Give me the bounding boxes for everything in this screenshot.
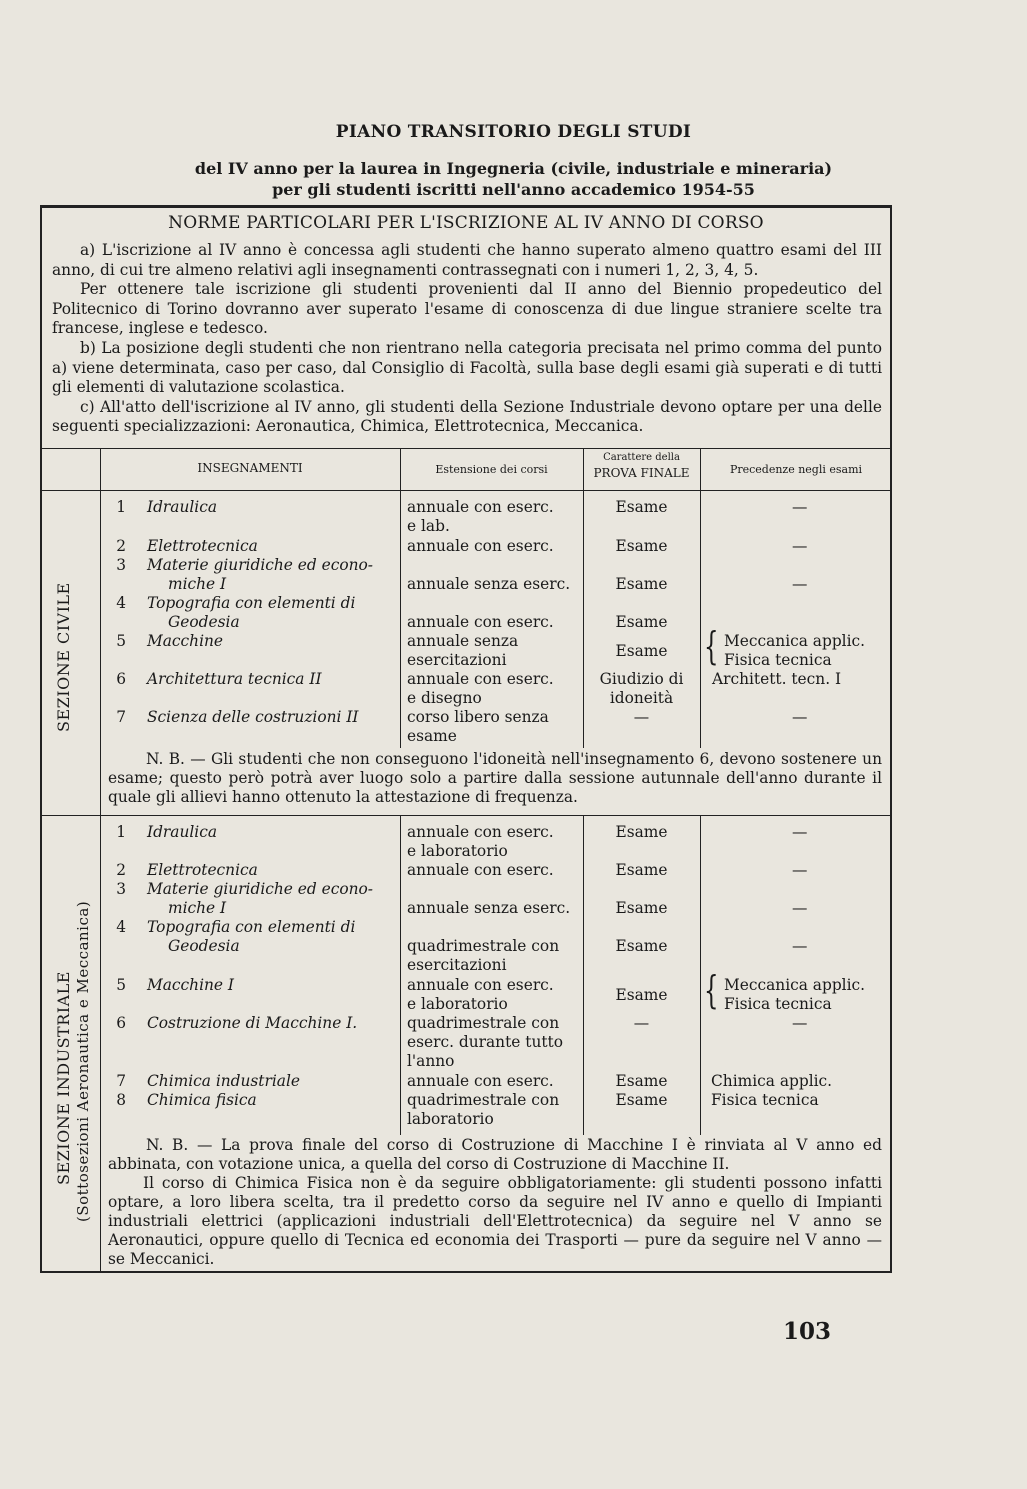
table-header-bottom-rule bbox=[40, 490, 892, 491]
precedence: Architett. tecn. I bbox=[712, 670, 842, 688]
course-extent: annuale senza bbox=[407, 632, 519, 650]
final-exam: Esame bbox=[615, 575, 668, 593]
course-extent-3: l'anno bbox=[407, 1052, 455, 1070]
course-extent-2: esame bbox=[407, 727, 457, 745]
table-header-top-rule bbox=[40, 448, 892, 449]
table-row-num: 4 bbox=[116, 594, 126, 612]
table-row-num: 3 bbox=[116, 880, 126, 898]
course-extent: corso libero senza bbox=[407, 708, 549, 726]
course-name-2: Geodesia bbox=[168, 937, 240, 955]
course-name: Costruzione di Macchine I. bbox=[147, 1014, 358, 1032]
course-name-2: miche I bbox=[168, 575, 227, 593]
course-name: Materie giuridiche ed econo- bbox=[147, 556, 374, 574]
table-row-num: 5 bbox=[116, 976, 126, 994]
table-row-num: 2 bbox=[116, 537, 126, 555]
precedence: Meccanica applic. bbox=[724, 632, 866, 650]
table-row-num: 6 bbox=[116, 670, 126, 688]
page-title: PIANO TRANSITORIO DEGLI STUDI bbox=[335, 122, 692, 142]
table-row-num: 3 bbox=[116, 556, 126, 574]
civile-note bbox=[108, 750, 882, 807]
course-name: Chimica fisica bbox=[147, 1091, 257, 1109]
side-label-sottosezioni: (Sottosezioni Aeronautica e Meccanica) bbox=[74, 900, 92, 1222]
table-row-num: 7 bbox=[116, 708, 126, 726]
final-exam: Giudizio di bbox=[599, 670, 684, 688]
column-rule-ext-ind bbox=[400, 815, 401, 1135]
side-label-industriale: SEZIONE INDUSTRIALE bbox=[54, 971, 73, 1185]
course-name: Idraulica bbox=[147, 498, 218, 516]
brace-icon: { bbox=[704, 624, 719, 668]
course-extent-2: eserc. durante tutto bbox=[407, 1033, 564, 1051]
course-name: Elettrotecnica bbox=[147, 861, 258, 879]
course-extent: quadrimestrale con bbox=[407, 1091, 560, 1109]
industriale-note-1: N. B. — La prova finale del corso di Costruzione di Macchine I è rinviata al V anno ed abbinata, con votazione unica, a quella del corso di Costruzione di Macchine II. bbox=[108, 1136, 882, 1173]
header-precedenze: Precedenze negli esami bbox=[729, 463, 863, 476]
course-extent: annuale con eserc. bbox=[407, 498, 554, 516]
header-carattere-2: PROVA FINALE bbox=[593, 466, 690, 480]
brace-icon: { bbox=[704, 968, 719, 1012]
precedence: — bbox=[792, 575, 808, 593]
course-extent-2: e laboratorio bbox=[407, 995, 508, 1013]
table-row-num: 7 bbox=[116, 1072, 126, 1090]
course-extent: annuale con eserc. bbox=[407, 537, 554, 555]
final-exam: Esame bbox=[615, 1091, 668, 1109]
table-row-num: 6 bbox=[116, 1014, 126, 1032]
course-name: Elettrotecnica bbox=[147, 537, 258, 555]
table-row-num: 2 bbox=[116, 861, 126, 879]
course-extent: quadrimestrale con bbox=[407, 1014, 560, 1032]
precedence: — bbox=[792, 537, 808, 555]
precedence: — bbox=[792, 1014, 808, 1032]
side-label-civile: SEZIONE CIVILE bbox=[54, 582, 73, 732]
table-row-num: 1 bbox=[116, 823, 126, 841]
course-extent-2: e lab. bbox=[407, 517, 450, 535]
final-exam: Esame bbox=[615, 937, 668, 955]
course-extent: annuale con eserc. bbox=[407, 861, 554, 879]
subtitle-line-2: per gli studenti iscritti nell'anno accademico 1954-55 bbox=[272, 180, 755, 199]
final-exam-2: idoneità bbox=[609, 689, 674, 707]
precedence: Fisica tecnica bbox=[711, 1091, 819, 1109]
course-name: Macchine bbox=[147, 632, 224, 650]
course-name: Chimica industriale bbox=[147, 1072, 300, 1090]
course-name: Topografia con elementi di bbox=[147, 918, 356, 936]
course-extent-2: e disegno bbox=[407, 689, 482, 707]
course-extent-2: e laboratorio bbox=[407, 842, 508, 860]
final-exam: Esame bbox=[615, 899, 668, 917]
column-rule-prec-civ bbox=[700, 448, 701, 748]
final-exam: Esame bbox=[615, 642, 668, 660]
header-insegnamenti: INSEGNAMENTI bbox=[197, 461, 303, 475]
course-extent-2: esercitazioni bbox=[407, 956, 507, 974]
course-extent: annuale senza eserc. bbox=[407, 575, 571, 593]
table-row-num: 4 bbox=[116, 918, 126, 936]
course-extent: annuale con eserc. bbox=[407, 1072, 554, 1090]
section-divider-rule bbox=[40, 815, 892, 816]
course-extent-2: esercitazioni bbox=[407, 651, 507, 669]
course-extent: annuale con eserc. bbox=[407, 823, 554, 841]
norme-heading: NORME PARTICOLARI PER L'ISCRIZIONE AL IV ANNO DI CORSO bbox=[168, 213, 764, 233]
norme-text bbox=[52, 241, 882, 437]
final-exam: — bbox=[633, 1014, 650, 1032]
column-rule-side bbox=[100, 448, 101, 1273]
precedence: — bbox=[792, 708, 808, 726]
norme-paragraph-b: b) La posizione degli studenti che non rientrano nella categoria precisata nel primo comma del punto a) viene determinata, caso per caso, dal Consiglio di Facoltà, sulla base degli esami già superati e di tutti gli elementi di valutazione scolastica. bbox=[52, 338, 882, 397]
industriale-note-2: Il corso di Chimica Fisica non è da seguire obbligatoriamente: gli studenti possono infatti optare, a loro libera scelta, tra il predetto corso da seguire nel IV anno e quello di Impianti industriali elettrici (applicazioni industriali dell'Elettrotecnica) da seguire nel V anno se Aeronautici, oppure quello di Tecnica ed economia dei Trasporti — pure da seguire nel V anno — se Meccanici. bbox=[108, 1174, 882, 1268]
course-name: Topografia con elementi di bbox=[147, 594, 356, 612]
course-extent: quadrimestrale con bbox=[407, 937, 560, 955]
page-number: 103 bbox=[783, 1318, 832, 1345]
final-exam: Esame bbox=[615, 986, 668, 1004]
course-name-2: miche I bbox=[168, 899, 227, 917]
final-exam: Esame bbox=[615, 537, 668, 555]
precedence: — bbox=[792, 899, 808, 917]
table-row-num: 5 bbox=[116, 632, 126, 650]
subtitle-line-1: del IV anno per la laurea in Ingegneria (civile, industriale e mineraria) bbox=[194, 159, 833, 178]
precedence: Meccanica applic. bbox=[724, 976, 866, 994]
header-estensione: Estensione dei corsi bbox=[435, 463, 548, 476]
table-row-num: 8 bbox=[116, 1091, 126, 1109]
precedence: — bbox=[792, 498, 808, 516]
course-extent: annuale senza eserc. bbox=[407, 899, 571, 917]
course-name-2: Geodesia bbox=[168, 613, 240, 631]
final-exam: Esame bbox=[615, 1072, 668, 1090]
precedence: — bbox=[792, 937, 808, 955]
norme-paragraph-2: Per ottenere tale iscrizione gli studenti provenienti dal II anno del Biennio propedeutico del Politecnico di Torino dovranno aver superato l'esame di conoscenza di due lingue straniere scelte tra francese, inglese e tedesco. bbox=[52, 280, 882, 338]
final-exam: Esame bbox=[615, 861, 668, 879]
course-name: Idraulica bbox=[147, 823, 218, 841]
column-rule-prec-ind bbox=[700, 815, 701, 1135]
precedence: Chimica applic. bbox=[711, 1072, 833, 1090]
precedence: — bbox=[792, 861, 808, 879]
course-extent-2: laboratorio bbox=[407, 1110, 494, 1128]
final-exam: Esame bbox=[615, 613, 668, 631]
column-rule-ext-civ bbox=[400, 448, 401, 748]
course-extent: annuale con eserc. bbox=[407, 613, 554, 631]
civile-note-text: N. B. — Gli studenti che non conseguono l'idoneità nell'insegnamento 6, devono sostenere un esame; questo però potrà aver luogo solo a partire dalla sessione autunnale dell'anno durante il quale gli allievi hanno ottenuto la attestazione di frequenza. bbox=[108, 750, 882, 806]
final-exam: Esame bbox=[615, 823, 668, 841]
norme-paragraph-c: c) All'atto dell'iscrizione al IV anno, gli studenti della Sezione Industriale devono optare per una delle seguenti specializzazioni: Aeronautica, Chimica, Elettrotecnica, Meccanica. bbox=[52, 397, 882, 436]
final-exam: — bbox=[633, 708, 650, 726]
header-carattere-1: Carattere della bbox=[603, 452, 680, 463]
course-extent: annuale con eserc. bbox=[407, 670, 554, 688]
industriale-note bbox=[108, 1136, 882, 1269]
course-name: Macchine I bbox=[147, 976, 235, 994]
table-row-num: 1 bbox=[116, 498, 126, 516]
course-extent: annuale con eserc. bbox=[407, 976, 554, 994]
course-name: Scienza delle costruzioni II bbox=[147, 708, 359, 726]
precedence-2: Fisica tecnica bbox=[724, 995, 832, 1013]
course-name: Materie giuridiche ed econo- bbox=[147, 880, 374, 898]
course-name: Architettura tecnica II bbox=[147, 670, 322, 688]
final-exam: Esame bbox=[615, 498, 668, 516]
norme-paragraph-a: a) L'iscrizione al IV anno è concessa agli studenti che hanno superato almeno quattro esami del III anno, di cui tre almeno relativi agli insegnamenti contrassegnati con i numeri 1, 2, 3, 4, 5. bbox=[52, 241, 882, 279]
precedence: — bbox=[792, 823, 808, 841]
precedence-2: Fisica tecnica bbox=[724, 651, 832, 669]
